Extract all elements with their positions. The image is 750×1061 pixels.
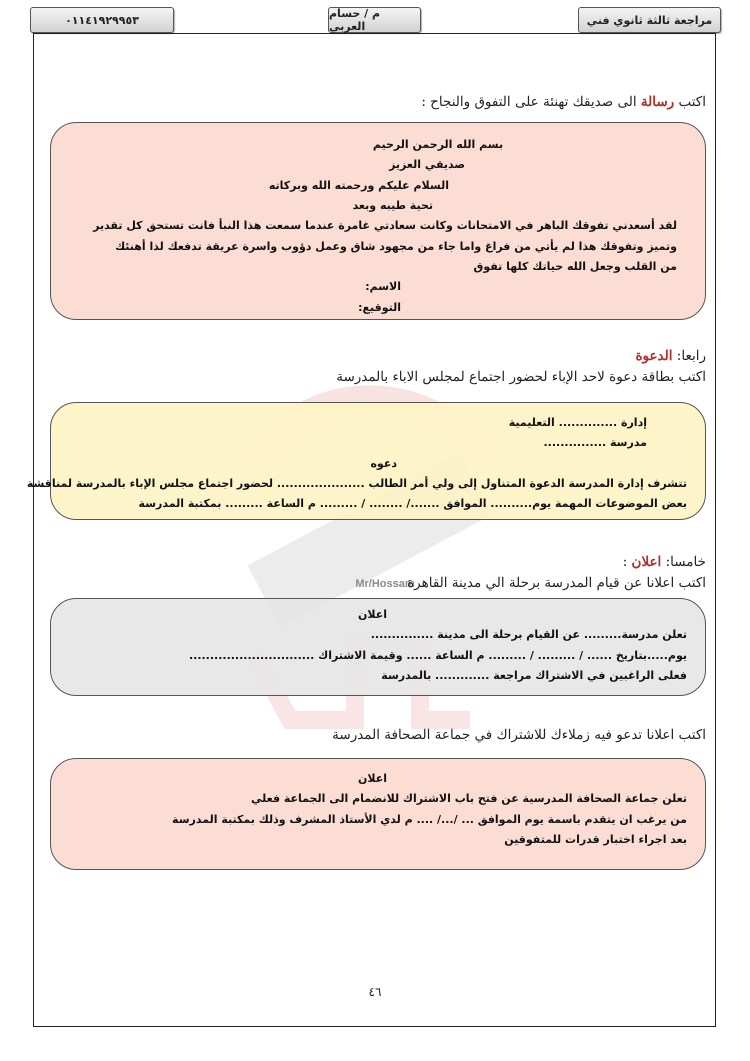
letter-body-1: لقد أسعدني تفوقك الباهر في الامتحانات وكانت سعادتي غامرة عندما سمعت هذا النبأ فانت تستحق كل تقدير [93, 219, 677, 233]
invitation-heading-highlight: الدعوة [635, 348, 673, 364]
letter-body-3: من القلب وجعل الله حياتك كلها تفوق [473, 260, 677, 274]
letter-tahiya: تحية طيبه وبعد [352, 199, 433, 213]
header-teacher-text: م / حسام العربي [329, 7, 381, 33]
header-phone [30, 7, 174, 33]
page-number: ٤٦ [368, 985, 382, 999]
trip-announcement-line-2: يوم.....بتاريخ ...... / ......... / ......... م الساعة ...... وقيمة الاشتراك .............................. [188, 648, 687, 662]
letter-prompt-after: الى صديقك تهنئة على التفوق والنجاح : [421, 94, 641, 110]
invitation-prompt: اكتب بطاقة دعوة لاحد الإباء لحضور اجتماع لمجلس الاباء بالمدرسة [336, 369, 706, 385]
journalism-announcement-line-2: من يرغب ان يتقدم باسمة يوم الموافق ... /.../ .... م لدي الأستاذ المشرف وذلك بمكتبة المدرسة [172, 812, 687, 826]
journalism-announcement-line-3: بعد اجراء اختبار قدرات للمتفوقين [504, 833, 687, 847]
announcement-prompt: اكتب اعلانا عن قيام المدرسة برحلة الي مدينة القاهرة [407, 575, 706, 591]
journalism-announcement-title: اعلان [357, 772, 387, 785]
letter-basmala: بسم الله الرحمن الرحيم [372, 138, 504, 151]
invitation-administration: إدارة .............. التعليمية [508, 416, 647, 429]
header-course-text: مراجعة ثالثة ثانوي فني [586, 13, 713, 27]
invitation-body-2: بعض الموضوعات المهمة يوم.......... الموافق ......./ ........ / ......... م الساعة ......... بمكتبة المدرسة [138, 497, 687, 511]
announcement-heading [623, 554, 706, 570]
trip-announcement-line-3: فعلى الراغبين في الاشتراك مراجعة ............. بالمدرسة [381, 669, 687, 683]
letter-name-field: الاسم: [365, 280, 401, 294]
invitation-school: مدرسة ............... [543, 436, 647, 450]
announcement-heading-after: : [622, 554, 632, 570]
header-teacher [328, 7, 421, 33]
trip-announcement-box [50, 598, 706, 696]
watermark-text: Mr/Hossam [355, 578, 415, 590]
invitation-heading-before: رابعا: [672, 348, 706, 364]
journalism-prompt: اكتب اعلانا تدعو فيه زملاءك للاشتراك في جماعة الصحافة المدرسة [332, 727, 706, 743]
invitation-box [26, 402, 706, 520]
journalism-announcement-line-1: تعلن جماعة الصحافة المدرسية عن فتح باب الاشتراك للانضمام الى الجماعة فعلي [251, 792, 687, 806]
letter-body-2: وتميز وتفوقك هذا لم يأتي من فراغ واما جاء من مجهود شاق وعمل دؤوب واسرة عريقة تدفعك لذا أهنئك [115, 239, 677, 253]
announcement-heading-highlight: اعلان [631, 554, 662, 570]
invitation-body-1: تتشرف إدارة المدرسة الدعوة المتناول إلى ولي أمر الطالب ..................... لحضور اجتماع مجلس الإباء بالمدرسة لمناقشة [26, 477, 687, 491]
header-course [578, 7, 721, 33]
letter-prompt-highlight: رسالة [640, 94, 675, 110]
trip-announcement-line-1: تعلن مدرسة......... عن القيام برحلة الى مدينة ............... [370, 628, 687, 642]
trip-announcement-title: اعلان [357, 608, 387, 621]
invitation-title: دعوه [370, 456, 397, 470]
announcement-heading-before: خامسا: [661, 554, 706, 570]
journalism-announcement-box [50, 758, 706, 870]
letter-greeting: صديقي العزيز [389, 158, 465, 172]
letter-prompt [421, 94, 706, 110]
header-phone-text: ٠١١٤١٩٢٩٩٥٣ [65, 13, 139, 27]
letter-prompt-before: اكتب [674, 94, 706, 110]
invitation-heading [635, 348, 706, 364]
letter-signature-field: التوقيع: [358, 300, 401, 314]
letter-salam: السلام عليكم ورحمته الله وبركاته [268, 178, 449, 192]
letter-box [50, 122, 706, 320]
